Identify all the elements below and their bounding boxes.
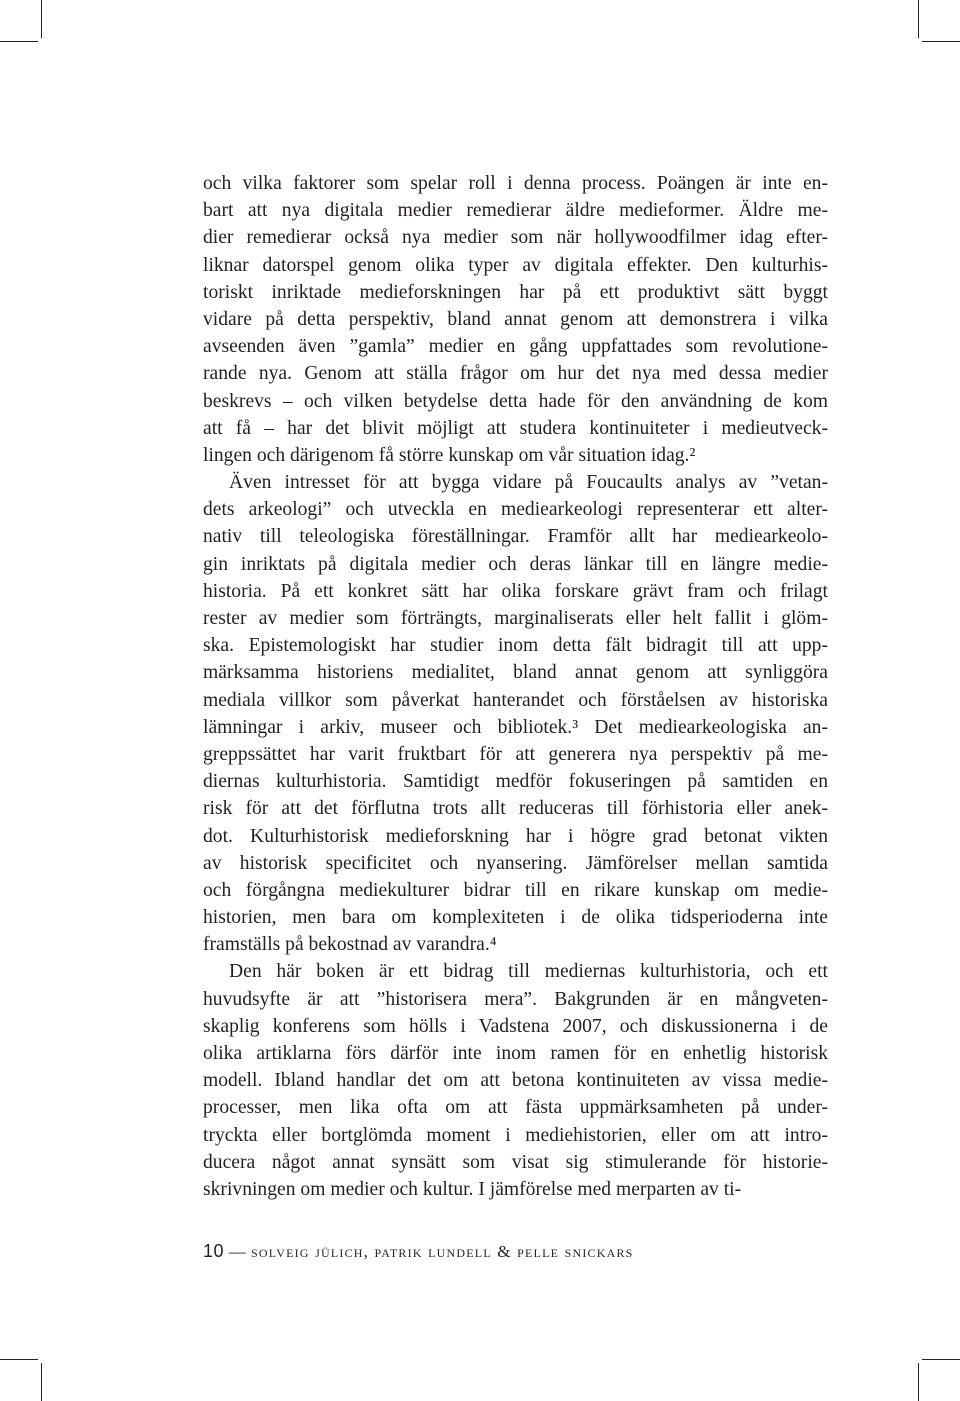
crop-mark-top-right-h (922, 41, 960, 42)
text-line: historien, men bara om komplexiteten i de olika tidsperioderna inte (203, 907, 828, 929)
footer-separator: — (228, 1242, 247, 1261)
text-line: nativ till teleologiska föreställningar. Framför allt har mediearkeolo- (203, 526, 828, 548)
crop-mark-top-right-v (918, 0, 919, 38)
text-line: dets arkeologi” och utveckla en mediearkeologi representerar ett alter- (203, 499, 828, 521)
text-line: lingen och därigenom få större kunskap om vår situation idag.² (203, 444, 696, 466)
text-line: av historisk specificitet och nyansering. Jämförelser mellan samtida (203, 852, 828, 874)
text-line: skaplig konferens som hölls i Vadstena 2007, och diskussionerna i de (203, 1015, 828, 1037)
page-number: 10 (203, 1241, 225, 1261)
text-line: rester av medier som förträngts, marginaliserats eller helt fallit i glöm- (203, 608, 828, 629)
text-line: dier remedierar också nya medier som när hollywoodfilmer idag efter- (203, 227, 828, 249)
text-line: att få – har det blivit möjligt att studera kontinuiteter i medieutveck- (203, 417, 828, 439)
text-line: beskrevs – och vilken betydelse detta hade för den användning de kom (203, 390, 828, 412)
text-line: ska. Epistemologiskt har studier inom detta fält bidragit till att upp- (203, 635, 828, 657)
text-line: dot. Kulturhistorisk medieforskning har i högre grad betonat vikten (203, 825, 828, 847)
crop-mark-bottom-right-v (918, 1363, 919, 1401)
crop-mark-top-left-h (0, 41, 38, 42)
text-line: ducera något annat synsätt som visat sig stimulerande för historie- (203, 1151, 828, 1173)
text-line: liknar datorspel genom olika typer av digitala effekter. Den kulturhis- (203, 254, 828, 276)
crop-mark-bottom-left-h (0, 1359, 38, 1360)
text-line: diernas kulturhistoria. Samtidigt medför fokuseringen på samtiden en (203, 771, 828, 793)
text-line: tryckta eller bortglömda moment i mediehistorien, eller om att intro- (203, 1124, 828, 1146)
text-line: risk för att det förflutna trots allt reduceras till förhistoria eller anek- (203, 798, 828, 820)
text-line: och vilka faktorer som spelar roll i denna process. Poängen är inte en- (203, 173, 828, 194)
text-line: historia. På ett konkret sätt har olika forskare grävt fram och frilagt (203, 580, 828, 602)
crop-mark-bottom-right-h (922, 1359, 960, 1360)
crop-mark-bottom-left-v (41, 1363, 42, 1401)
running-footer (203, 1240, 634, 1263)
text-line: skrivningen om medier och kultur. I jämförelse med merparten av ti- (203, 1178, 742, 1200)
text-line: greppssättet har varit fruktbart för att generera nya perspektiv på me- (203, 743, 828, 765)
paragraph (203, 469, 828, 958)
text-line: mediala villkor som påverkat hanterandet och förståelsen av historiska (203, 689, 828, 711)
text-line: märksamma historiens medialitet, bland annat genom att synliggöra (203, 662, 828, 684)
text-line: bart att nya digitala medier remedierar äldre medieformer. Äldre me- (203, 200, 828, 222)
text-line: och förgångna mediekulturer bidrar till en rikare kunskap om medie- (203, 879, 828, 901)
text-line: lämningar i arkiv, museer och bibliotek.³ Det mediearkeologiska an- (203, 716, 828, 738)
text-line: gin inriktats på digitala medier och deras länkar till en längre medie- (203, 553, 828, 575)
text-line: vidare på detta perspektiv, bland annat genom att demonstrera i vilka (203, 308, 828, 330)
text-line: olika artiklarna förs därför inte inom ramen för en enhetlig historisk (203, 1043, 828, 1064)
text-line: Även intresset för att bygga vidare på Foucaults analys av ”vetan- (229, 472, 828, 494)
text-line: rande nya. Genom att ställa frågor om hur det nya med dessa medier (203, 363, 828, 385)
text-line: modell. Ibland handlar det om att betona kontinuiteten av vissa medie- (203, 1070, 828, 1092)
body-text (203, 170, 828, 1203)
text-line: framställs på bekostnad av varandra.⁴ (203, 934, 497, 956)
text-line: avseenden även ”gamla” medier en gång uppfattades som revolutione- (203, 336, 828, 358)
footer-authors: solveig jülich, patrik lundell & pelle snickars (251, 1242, 634, 1261)
paragraph (203, 958, 828, 1203)
text-line: processer, men lika ofta om att fästa uppmärksamheten på under- (203, 1097, 828, 1119)
text-line: Den här boken är ett bidrag till mediernas kulturhistoria, och ett (229, 961, 828, 983)
paragraph (203, 170, 828, 469)
crop-mark-top-left-v (41, 0, 42, 38)
text-line: huvudsyfte är att ”historisera mera”. Bakgrunden är en mångveten- (203, 988, 828, 1010)
text-line: toriskt inriktade medieforskningen har på ett produktivt sätt byggt (203, 281, 828, 303)
